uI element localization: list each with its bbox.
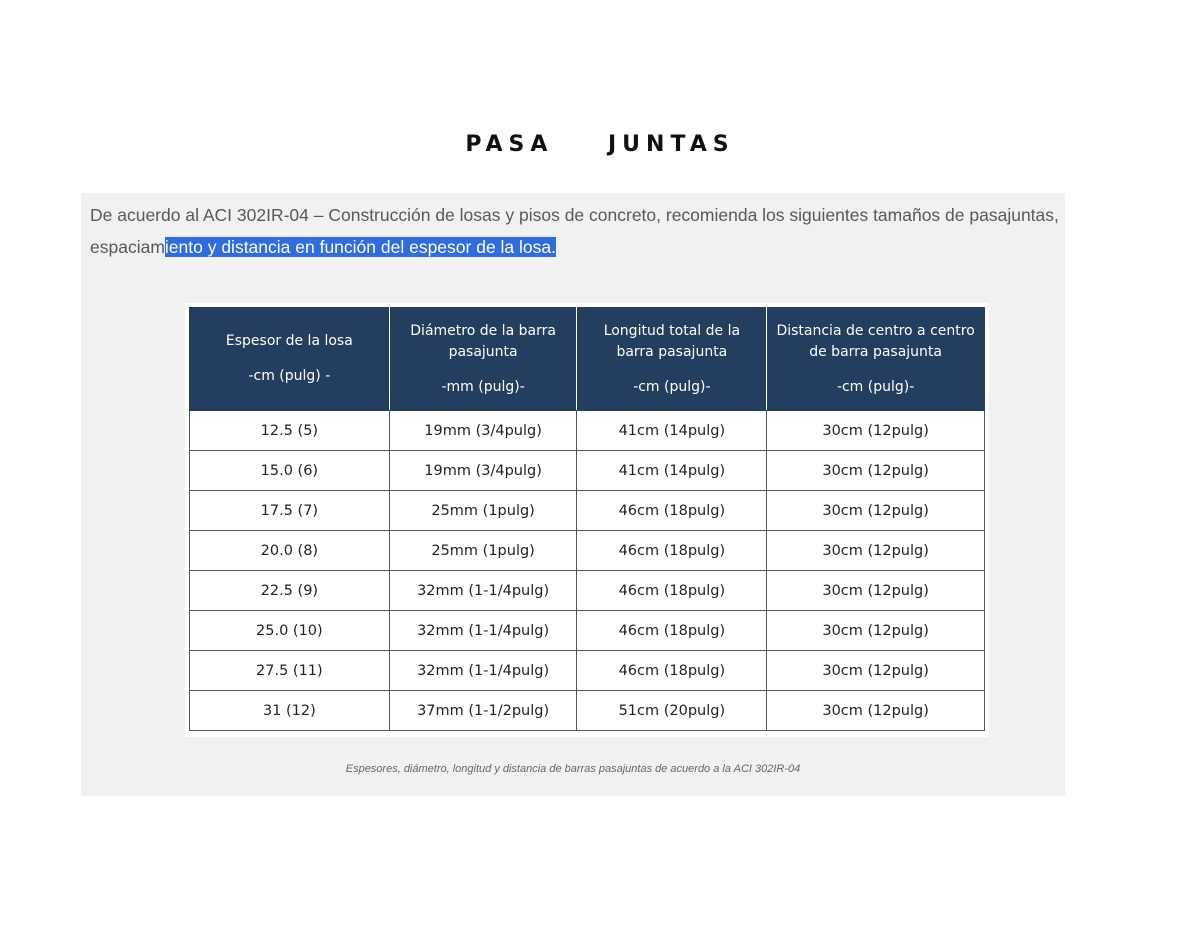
table-header [190, 308, 985, 411]
table-cell: 41cm (14pulg) [577, 411, 767, 451]
table-cell: 30cm (12pulg) [767, 451, 985, 491]
table-row [190, 611, 985, 651]
header-unit: -cm (pulg)- [836, 378, 915, 395]
table-cell: 46cm (18pulg) [577, 491, 767, 531]
table-row [190, 491, 985, 531]
table-cell: 19mm (3/4pulg) [389, 411, 577, 451]
intro-selected-text[interactable]: iento y distancia en función del espesor de la losa. [164, 237, 556, 257]
header-label: Distancia de centro a centro de barra pasajunta [776, 322, 975, 360]
table-caption: Espesores, diámetro, longitud y distancia de barras pasajuntas de acuerdo a la ACI 302IR-04 [345, 763, 801, 775]
table-row [190, 691, 985, 731]
table-cell: 30cm (12pulg) [767, 571, 985, 611]
intro-text: De acuerdo al ACI 302IR-04 – Construcción de losas y pisos de concreto, recomienda los siguientes tamaños de pasajuntas, espaciam [90, 205, 1059, 257]
table-cell: 30cm (12pulg) [767, 491, 985, 531]
table-cell: 46cm (18pulg) [577, 531, 767, 571]
table-row [190, 531, 985, 571]
table-image [185, 303, 989, 737]
header-cell [190, 308, 390, 411]
header-row [190, 308, 985, 411]
table-cell: 32mm (1-1/4pulg) [389, 611, 577, 651]
table-cell: 30cm (12pulg) [767, 651, 985, 691]
table-cell: 25mm (1pulg) [389, 531, 577, 571]
header-cell [577, 308, 767, 411]
header-unit: -cm (pulg) - [248, 368, 331, 384]
header-cell [767, 308, 985, 411]
header-label: Diámetro de la barra pasajunta [410, 322, 556, 360]
header-label: Espesor de la losa [225, 333, 353, 349]
header-label: Longitud total de la barra pasajunta [603, 322, 741, 360]
header-unit: -mm (pulg)- [441, 378, 525, 395]
table-cell: 17.5 (7) [190, 491, 390, 531]
table-cell: 22.5 (9) [190, 571, 390, 611]
dowel-spec-table [189, 307, 985, 731]
page-title: PASA JUNTAS [465, 132, 735, 157]
table-cell: 46cm (18pulg) [577, 651, 767, 691]
table-body [190, 411, 985, 731]
table-cell: 25mm (1pulg) [389, 491, 577, 531]
table-cell: 19mm (3/4pulg) [389, 451, 577, 491]
table-cell: 15.0 (6) [190, 451, 390, 491]
table-cell: 25.0 (10) [190, 611, 390, 651]
table-cell: 30cm (12pulg) [767, 531, 985, 571]
table-cell: 32mm (1-1/4pulg) [389, 651, 577, 691]
table-cell: 41cm (14pulg) [577, 451, 767, 491]
table-cell: 37mm (1-1/2pulg) [389, 691, 577, 731]
table-row [190, 651, 985, 691]
table-cell: 46cm (18pulg) [577, 611, 767, 651]
table-cell: 20.0 (8) [190, 531, 390, 571]
table-cell: 30cm (12pulg) [767, 691, 985, 731]
table-cell: 27.5 (11) [190, 651, 390, 691]
content-panel [81, 193, 1065, 796]
table-cell: 31 (12) [190, 691, 390, 731]
table-row [190, 571, 985, 611]
header-cell [389, 308, 577, 411]
table-cell: 30cm (12pulg) [767, 411, 985, 451]
table-cell: 32mm (1-1/4pulg) [389, 571, 577, 611]
table-cell: 51cm (20pulg) [577, 691, 767, 731]
intro-paragraph [90, 199, 1065, 263]
table-row [190, 451, 985, 491]
table-cell: 12.5 (5) [190, 411, 390, 451]
table-cell: 30cm (12pulg) [767, 611, 985, 651]
table-row [190, 411, 985, 451]
table-cell: 46cm (18pulg) [577, 571, 767, 611]
header-unit: -cm (pulg)- [633, 378, 711, 395]
